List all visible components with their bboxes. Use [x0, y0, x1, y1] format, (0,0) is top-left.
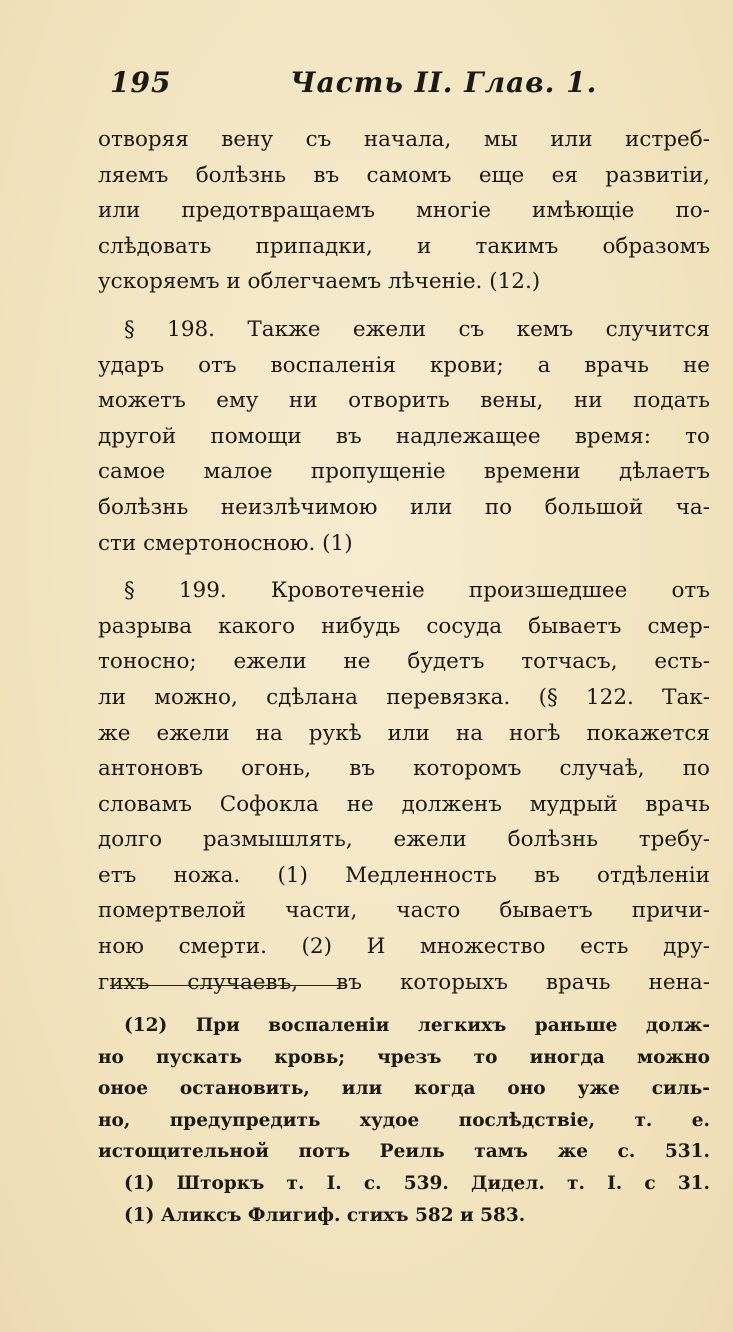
text-line: етъ ножа. (1) Медленность въ отдѣленіи [98, 862, 710, 888]
running-title: Часть II. Глав. 1. [290, 66, 598, 99]
paragraph-199 [98, 573, 710, 1000]
text-line: другой помощи въ надлежащее время: то [98, 423, 710, 449]
footnote-line: (1) Аликсъ Флигиф. стихъ 582 и 583. [124, 1204, 526, 1226]
main-text [98, 122, 710, 1000]
footnote-line: но, предупредить худое послѣдствіе, т. е. [98, 1109, 710, 1131]
text-line: можетъ ему ни отворить вены, ни подать [98, 388, 710, 414]
text-line: § 199. Кровотеченіе произшедшее отъ [124, 578, 710, 604]
text-line: ускоряемъ и облегчаемъ лѣченіе. (12.) [98, 269, 541, 295]
footnote-12 [98, 1010, 710, 1168]
text-line: помертвелой части, часто бываетъ причи- [98, 898, 710, 924]
page-header [100, 66, 700, 106]
footnote-divider [110, 985, 346, 986]
footnote-line: оное остановить, или когда оно уже силь- [98, 1078, 710, 1100]
paragraph-1 [98, 122, 710, 300]
text-line: антоновъ огонь, въ которомъ случаѣ, по [98, 756, 710, 782]
footnote-line: (12) При воспаленіи легкихъ раньше долж- [124, 1015, 710, 1036]
text-line: или предотвращаемъ многіе имѣющіе по- [98, 198, 710, 224]
text-line: самое малое пропущеніе времени дѣлаетъ [98, 459, 710, 485]
text-line: отворяя вену съ начала, мы или истреб- [98, 127, 710, 152]
footnote-1-storck [98, 1168, 710, 1200]
footnote-line: (1) Шторкъ т. I. с. 539. Дидел. т. I. с 31. [124, 1172, 710, 1194]
text-line: ною смерти. (2) И множество есть дру- [98, 934, 710, 960]
text-line: ли можно, сдѣлана перевязка. (§ 122. Так- [98, 684, 710, 710]
text-line: же ежели на рукѣ или на ногѣ покажется [98, 720, 710, 746]
footnote-line: но пускать кровь; чрезъ то иногда можно [98, 1046, 710, 1068]
footnotes [98, 1010, 710, 1231]
paragraph-198 [98, 312, 710, 561]
text-line: слѣдовать припадки, и такимъ образомъ [98, 233, 710, 259]
text-line: разрыва какого нибудь сосуда бываетъ смер- [98, 613, 710, 639]
text-line: тоносно; ежели не будетъ тотчасъ, есть- [98, 649, 710, 675]
text-line: ударъ отъ воспаленія крови; а врачь не [98, 352, 710, 378]
text-line: § 198. Также ежели съ кемъ случится [124, 316, 710, 342]
page-number: 195 [110, 66, 172, 99]
footnote-line: истощительной потъ Реиль тамъ же с. 531. [98, 1141, 710, 1163]
text-line: словамъ Софокла не долженъ мудрый врачь [98, 791, 710, 817]
text-line: сти смертоносною. (1) [98, 530, 353, 556]
text-line: гихъ случаевъ, въ которыхъ врачь нена- [98, 969, 710, 995]
text-line: ляемъ болѣзнь въ самомъ еще ея развитіи, [98, 162, 710, 188]
text-line: долго размышлять, ежели болѣзнь требу- [98, 827, 710, 853]
footnote-1-alix [98, 1200, 710, 1232]
text-line: болѣзнь неизлѣчимою или по большой ча- [98, 494, 710, 520]
